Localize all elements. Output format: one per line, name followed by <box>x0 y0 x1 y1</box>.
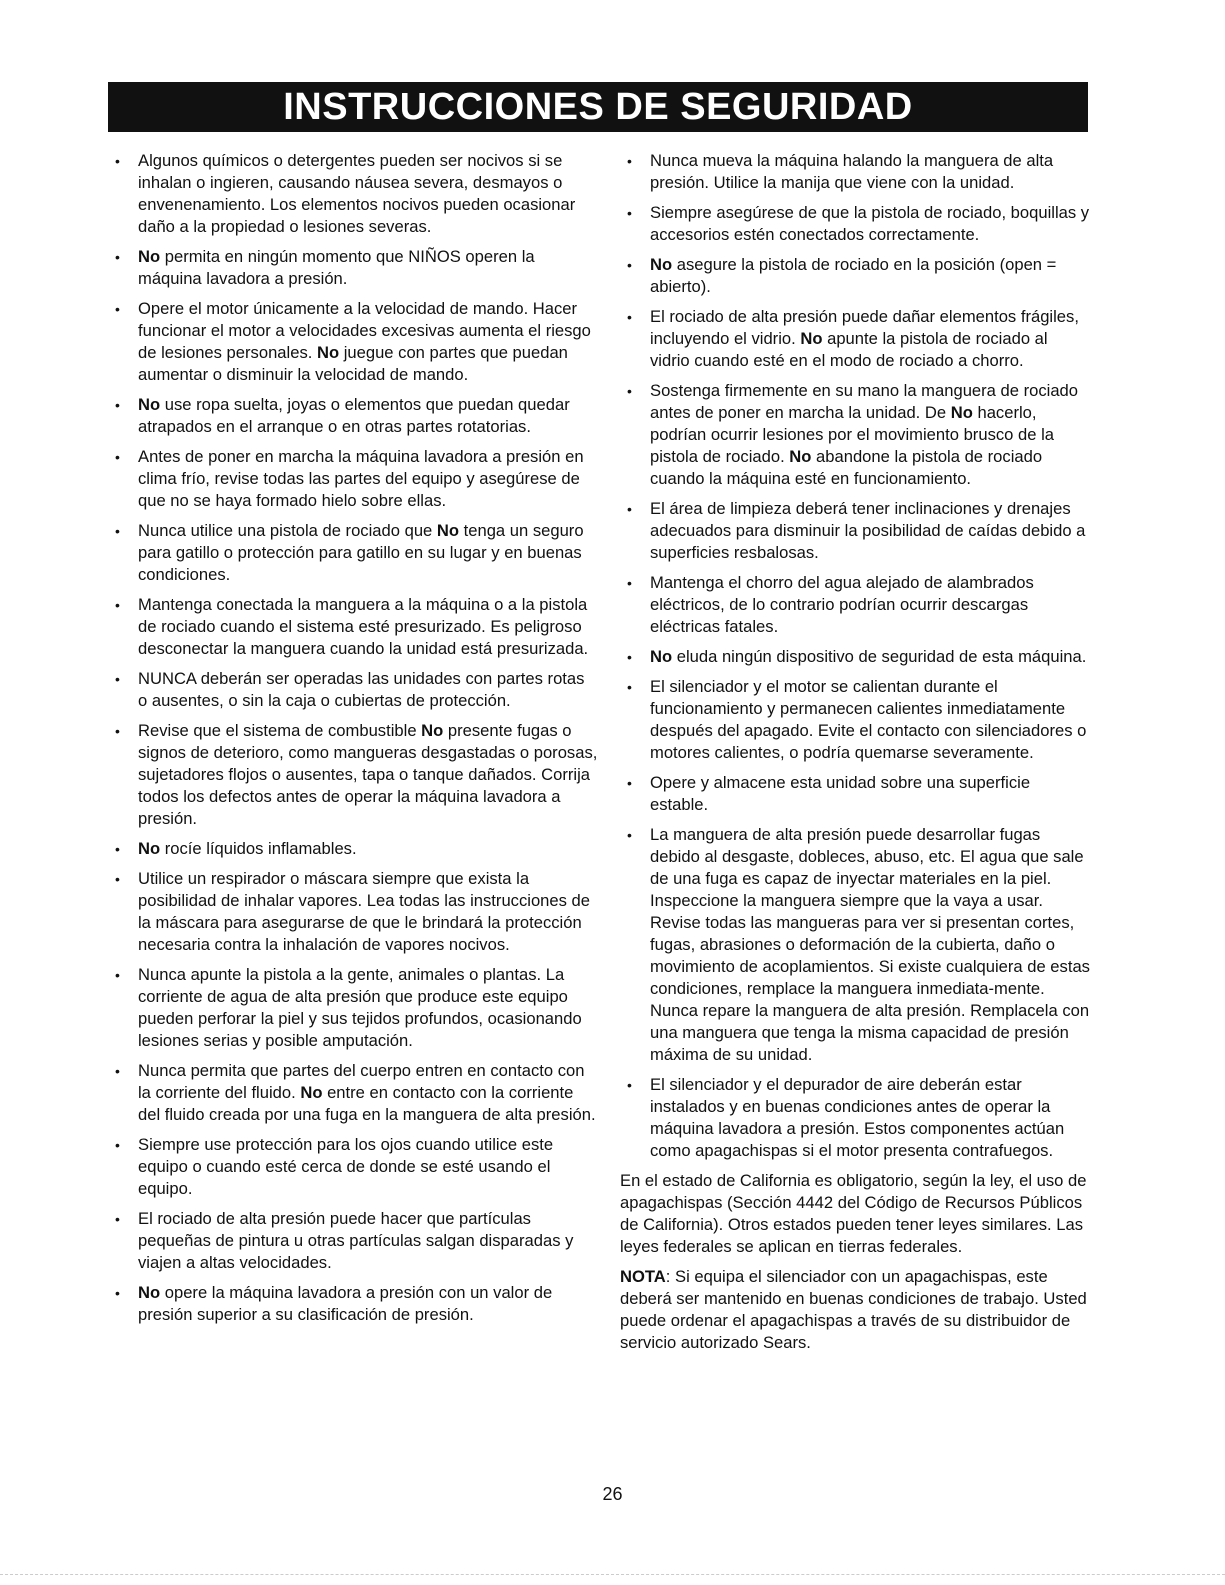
safety-item <box>620 150 1090 194</box>
item-text: Utilice un respirador o máscara siempre que exista la posibilidad de inhalar vapores. Lea todas las instrucciones de la máscara para asegurarse de que le brindará la protección necesaria contra la inhalación de vapores nocivos. <box>138 869 591 954</box>
bullet-icon: • <box>115 1137 120 1153</box>
bullet-icon: • <box>115 671 120 687</box>
bullet-icon: • <box>115 449 120 465</box>
left-safety-list <box>108 150 598 1326</box>
bullet-icon: • <box>627 153 632 169</box>
safety-item <box>620 254 1090 298</box>
item-text: Nunca utilice una pistola de rociado que <box>138 521 437 540</box>
item-text: Algunos químicos o detergentes pueden ser nocivos si se inhalan o ingieren, causando náusea severa, desmayos o envenenamiento. Los elementos nocivos pueden ocasionar daño a la propiedad o lesiones severas. <box>138 151 576 236</box>
bullet-icon: • <box>115 249 120 265</box>
bullet-icon: • <box>115 301 120 317</box>
item-text: entre en contacto con la corriente del fluido creada por una fuga en la manguera de alta presión. <box>138 1083 596 1124</box>
safety-item <box>108 964 598 1052</box>
item-text: opere la máquina lavadora a presión con un valor de presión superior a su clasificación de presión. <box>138 1283 553 1324</box>
safety-item <box>108 868 598 956</box>
bullet-icon: • <box>115 153 120 169</box>
item-text: Opere el motor únicamente a la velocidad de mando. Hacer funcionar el motor a velocidades excesivas aumenta el riesgo de lesiones personales. <box>138 299 591 362</box>
emphasis-text: No <box>650 647 673 666</box>
safety-item <box>108 838 598 860</box>
bullet-icon: • <box>115 967 120 983</box>
bullet-icon: • <box>627 1077 632 1093</box>
item-text: presente fugas o signos de deterioro, como mangueras desgastadas o porosas, sujetadores flojos o ausentes, tapa o tanque dañados. Corrija todos los defectos antes de operar la máquina lavadora a presión. <box>138 721 598 828</box>
bullet-icon: • <box>627 501 632 517</box>
emphasis-text: No <box>316 343 340 362</box>
item-text: El silenciador y el depurador de aire deberán estar instalados y en buenas condiciones antes de operar la máquina lavadora a presión. Estos componentes actúan como apagachispas si el motor presenta contrafuegos. <box>650 1075 1065 1160</box>
safety-item <box>108 446 598 512</box>
bullet-icon: • <box>627 383 632 399</box>
item-text: apunte la pistola de rociado al vidrio cuando esté en el modo de rociado a chorro. <box>650 329 1048 370</box>
item-text: El rociado de alta presión puede dañar elementos frágiles, incluyendo el vidrio. <box>650 307 1079 348</box>
emphasis-text: No <box>800 329 823 348</box>
emphasis-text: No <box>421 721 444 740</box>
bullet-icon: • <box>115 723 120 739</box>
bullet-icon: • <box>627 649 632 665</box>
item-text: El silenciador y el motor se calientan durante el funcionamiento y permanecen calientes inmediatamente después del apagado. Evite el contacto con silenciadores o motores calientes, o podría quemarse severamente. <box>650 677 1087 762</box>
california-paragraph: En el estado de California es obligatorio, según la ley, el uso de apagachispas (Sección 4442 del Código de Recursos Públicos de California). Otros estados pueden tener leyes similares. Las leyes federales se aplican en tierras federales. <box>620 1171 1087 1256</box>
bullet-icon: • <box>115 597 120 613</box>
bullet-icon: • <box>115 1285 120 1301</box>
safety-item <box>108 150 598 238</box>
item-text: eluda ningún dispositivo de seguridad de esta máquina. <box>672 647 1087 666</box>
page-title: INSTRUCCIONES DE SEGURIDAD <box>283 85 913 128</box>
item-text: El área de limpieza deberá tener inclinaciones y drenajes adecuados para disminuir la posibilidad de caídas debido a superficies resbalosas. <box>650 499 1086 562</box>
safety-item <box>108 668 598 712</box>
item-text: NUNCA deberán ser operadas las unidades con partes rotas o ausentes, o sin la caja o cubiertas de protección. <box>138 669 585 710</box>
scan-edge-divider <box>0 1574 1225 1575</box>
emphasis-text: No <box>300 1083 323 1102</box>
safety-item <box>108 298 598 386</box>
bullet-icon: • <box>627 775 632 791</box>
bullet-icon: • <box>627 257 632 273</box>
safety-item <box>620 772 1090 816</box>
bullet-icon: • <box>115 1063 120 1079</box>
emphasis-text: No <box>138 1283 161 1302</box>
item-text: Antes de poner en marcha la máquina lavadora a presión en clima frío, revise todas las partes del equipo y asegúrese de que no se haya formado hielo sobre ellas. <box>138 447 584 510</box>
item-text: abandone la pistola de rociado cuando la máquina esté en funcionamiento. <box>650 447 1043 488</box>
bullet-icon: • <box>115 841 120 857</box>
item-text: rocíe líquidos inflamables. <box>160 839 357 858</box>
item-text: permita en ningún momento que NIÑOS operen la máquina lavadora a presión. <box>138 247 535 288</box>
emphasis-text: No <box>650 255 673 274</box>
safety-item <box>620 676 1090 764</box>
item-text: use ropa suelta, joyas o elementos que puedan quedar atrapados en el arranque o en otras partes rotatorias. <box>138 395 570 436</box>
safety-item <box>620 1074 1090 1162</box>
nota-paragraph <box>620 1266 1090 1354</box>
safety-item <box>620 306 1090 372</box>
safety-item <box>620 646 1090 668</box>
bullet-icon: • <box>115 397 120 413</box>
safety-item <box>620 498 1090 564</box>
safety-item <box>108 720 598 830</box>
bullet-icon: • <box>627 827 632 843</box>
emphasis-text: No <box>138 247 161 266</box>
item-text: Mantenga conectada la manguera a la máquina o a la pistola de rociado cuando el sistema esté presurizado. Es peligroso desconectar la manguera cuando la unidad está presurizada. <box>138 595 589 658</box>
safety-item <box>620 202 1090 246</box>
right-safety-list <box>620 150 1090 1162</box>
bullet-icon: • <box>627 309 632 325</box>
item-text: Siempre use protección para los ojos cuando utilice este equipo o cuando esté cerca de donde se esté usando el equipo. <box>138 1135 554 1198</box>
item-text: La manguera de alta presión puede desarrollar fugas debido al desgaste, dobleces, abuso, etc. El agua que sale de una fuga es capaz de inyectar materiales en la piel. Inspeccione la manguera siempre que la vaya a usar. Revise todas las mangueras para ver si presentan cortes, fugas, abrasiones o deformación de la cubierta, daño o movimiento de acoplamientos. Si existe cualquiera de estas condiciones, remplace la manguera inmediata-mente. Nunca repare la manguera de alta presión. Remplacela con una manguera que tenga la misma capacidad de presión máxima de su unidad. <box>650 825 1090 1064</box>
item-text: hacerlo, podrían ocurrir lesiones por el movimiento brusco de la pistola de rociado. <box>650 403 1054 466</box>
item-text: Nunca apunte la pistola a la gente, animales o plantas. La corriente de agua de alta presión que produce este equipo pueden perforar la piel y sus tejidos profundos, ocasionando lesiones serias y posible amputación. <box>138 965 582 1050</box>
bullet-icon: • <box>627 679 632 695</box>
emphasis-text: No <box>950 403 973 422</box>
bullet-icon: • <box>115 1211 120 1227</box>
nota-text: : Si equipa el silenciador con un apagachispas, este deberá ser mantenido en buenas condiciones de trabajo. Usted puede ordenar el apagachispas a través de su distribuidor de servicio autorizado Sears. <box>620 1267 1087 1352</box>
item-text: Nunca permita que partes del cuerpo entren en contacto con la corriente del fluido. <box>138 1061 585 1102</box>
item-text: asegure la pistola de rociado en la posición (open = abierto). <box>650 255 1057 296</box>
safety-item <box>108 594 598 660</box>
item-text: Sostenga firmemente en su mano la manguera de rociado antes de poner en marcha la unidad. De <box>650 381 1079 422</box>
emphasis-text: No <box>138 839 161 858</box>
safety-item <box>108 394 598 438</box>
safety-item <box>620 572 1090 638</box>
emphasis-text: No <box>789 447 812 466</box>
item-text: El rociado de alta presión puede hacer que partículas pequeñas de pintura u otras partículas salgan disparadas y viajen a altas velocidades. <box>138 1209 574 1272</box>
item-text: juegue con partes que puedan aumentar o disminuir la velocidad de mando. <box>138 343 568 384</box>
safety-item <box>108 520 598 586</box>
bullet-icon: • <box>115 523 120 539</box>
page-title-banner <box>108 82 1088 132</box>
safety-item <box>108 1134 598 1200</box>
bullet-icon: • <box>115 871 120 887</box>
safety-item <box>108 246 598 290</box>
item-text: Revise que el sistema de combustible <box>138 721 422 740</box>
safety-item <box>620 824 1090 1066</box>
nota-label: NOTA <box>620 1267 666 1286</box>
emphasis-text: No <box>138 395 161 414</box>
page-number: 26 <box>602 1484 623 1504</box>
item-text: Siempre asegúrese de que la pistola de rociado, boquillas y accesorios estén conectados correctamente. <box>650 203 1090 244</box>
item-text: Mantenga el chorro del agua alejado de alambrados eléctricos, de lo contrario podrían ocurrir descargas eléctricas fatales. <box>650 573 1034 636</box>
item-text: tenga un seguro para gatillo o protección para gatillo en su lugar y en buenas condiciones. <box>138 521 584 584</box>
left-column <box>108 150 598 1334</box>
safety-item <box>108 1208 598 1274</box>
item-text: Opere y almacene esta unidad sobre una superficie estable. <box>650 773 1031 814</box>
safety-item <box>108 1282 598 1326</box>
safety-item <box>108 1060 598 1126</box>
emphasis-text: No <box>436 521 460 540</box>
right-column <box>620 150 1090 1362</box>
bullet-icon: • <box>627 575 632 591</box>
item-text: Nunca mueva la máquina halando la manguera de alta presión. Utilice la manija que viene con la unidad. <box>650 151 1054 192</box>
safety-item <box>620 380 1090 490</box>
bullet-icon: • <box>627 205 632 221</box>
